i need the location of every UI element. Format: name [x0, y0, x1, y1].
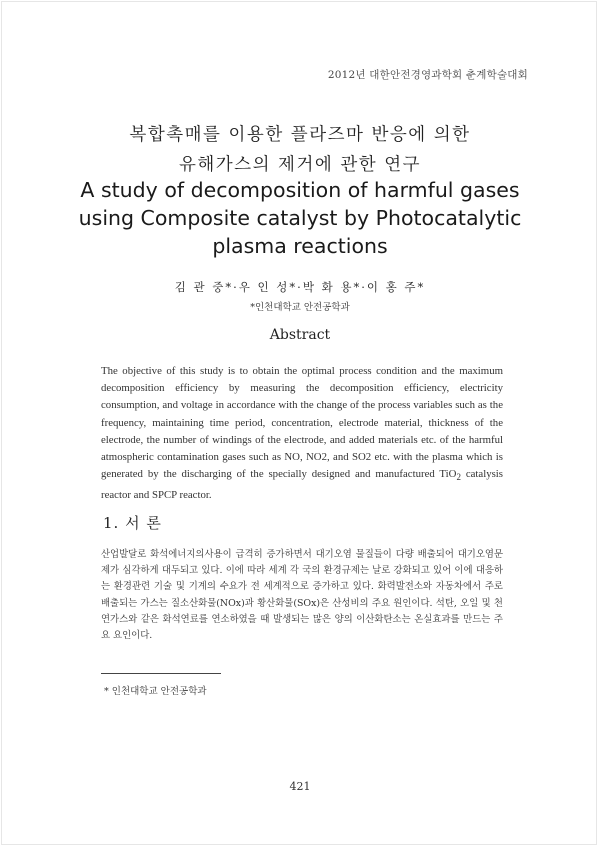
- title-korean-line-1: 복합촉매를 이용한 플라즈마 반응에 의한: [129, 125, 471, 145]
- abstract-body: [101, 363, 503, 504]
- section-body-introduction: 산업발달로 화석에너지의사용이 급격히 증가하면서 대기오염 물질들이 다량 배출되어 대기오염문제가 심각하게 대두되고 있다. 이에 따라 세계 각 국의 환경규제는 날로 강화되고 있어 이에 대응하는 환경관련 기술 및 기계의 수요가 전 세계적으로 증가하고 있다. 화력발전소와 자동차에서 주로 배출되는 가스는 질소산화물(NOx)과 황산화물(SOx)은 산성비의 주요 원인이다. 석탄, 오일 및 천연가스와 같은 화석연료를 연소하였을 때 발생되는 많은 양의 이산화탄소는 온실효과를 만드는 주요 요인이다.: [101, 549, 503, 642]
- page-number: 421: [289, 780, 311, 793]
- author-affiliation: *인천대학교 안전공학과: [250, 302, 350, 313]
- title-english-line-3: plasma reactions: [212, 234, 388, 258]
- abstract-heading: Abstract: [269, 327, 331, 343]
- title-korean-line-2: 유해가스의 제거에 관한 연구: [178, 155, 422, 175]
- abstract-text-end: catalysis reactor and SPCP reactor.: [101, 468, 503, 501]
- title-english-line-2: using Composite catalyst by Photocatalytic: [78, 206, 522, 230]
- section-heading-introduction: 1. 서 론: [103, 514, 162, 532]
- abstract-text: The objective of this study is to obtain the optimal process condition and the maximum decomposition efficiency by measuring the decomposition efficiency, electricity consumption, and voltage in accordance with the change of the process variables such as the frequency, maintaining time period, concentration, electrode material, thickness of the electrode, the number of windings of the electrode, and added materials etc. of the harmful atmospheric contamination gases such as NO, NO2, and SO2 etc. with the plasma which is generated by the discharging of the specially designed and manufactured TiO: [101, 365, 503, 481]
- author-list: 김 관 중*·우 인 성*·박 화 용*·이 홍 주*: [174, 280, 426, 294]
- footnote-divider: [101, 673, 221, 674]
- footnote: * 인천대학교 안전공학과: [104, 686, 207, 697]
- title-english-line-1: A study of decomposition of harmful gases: [80, 178, 520, 202]
- abstract-subscript: 2: [456, 472, 461, 483]
- running-header: 2012년 대한안전경영과학회 춘계학술대회: [327, 69, 528, 81]
